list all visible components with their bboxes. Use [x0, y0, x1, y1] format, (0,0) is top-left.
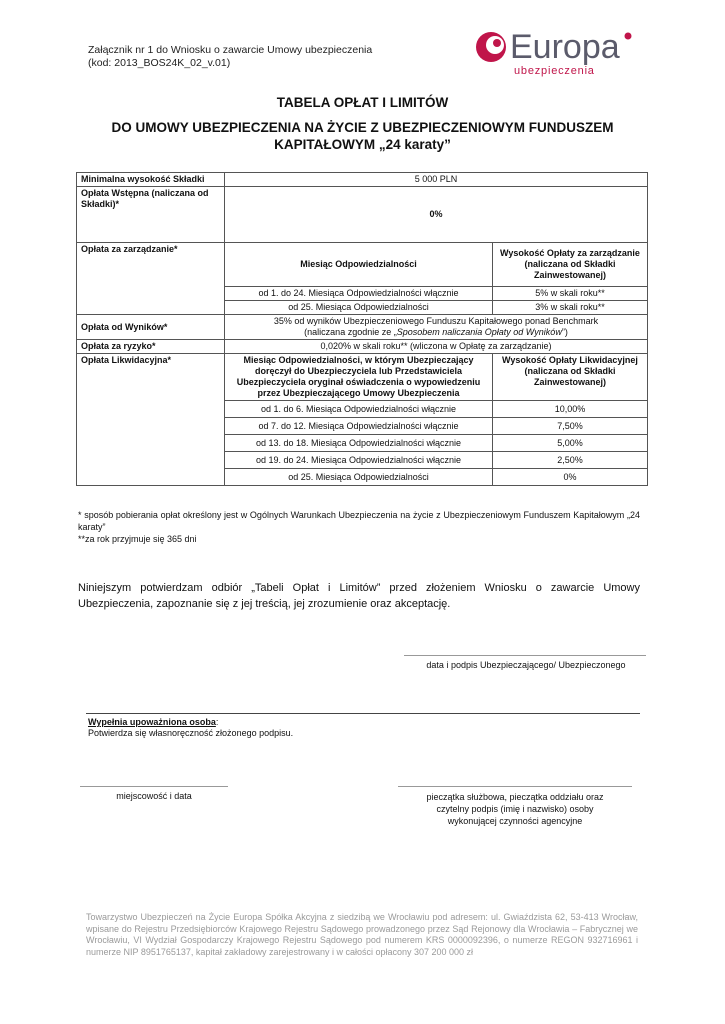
authorized-heading: Wypełnia upoważniona osoba [88, 717, 216, 727]
logo-wordmark: Europa [510, 28, 620, 66]
logo-subtitle: ubezpieczenia [514, 65, 595, 77]
liquidation-period: od 13. do 18. Miesiąca Odpowiedzialności włącznie [225, 435, 493, 452]
liquidation-value: 10,00% [493, 401, 648, 418]
table-row [77, 315, 648, 340]
place-date-caption: miejscowość i data [116, 791, 192, 801]
management-value: 3% w skali roku** [493, 301, 648, 315]
management-period-header: Miesiąc Odpowiedzialności [225, 243, 493, 287]
initial-fee-value: 0% [225, 187, 648, 243]
performance-fee-line2 [229, 327, 643, 338]
footnote-1: * sposób pobierania opłat określony jest w Ogólnych Warunkach Ubezpieczenia na życie z Ubezpieczeniowym Funduszem Kapitałowym „24 karaty” [78, 510, 640, 532]
performance-method-reference: Sposobem naliczania Opłaty od Wyników [396, 327, 562, 337]
min-premium-label: Minimalna wysokość Składki [77, 173, 225, 187]
liquidation-value: 7,50% [493, 418, 648, 435]
liquidation-period-header: Miesiąc Odpowiedzialności, w którym Ubezpieczający doręczył do Ubezpieczyciela lub Przedstawiciela Ubezpieczyciela oryginał oświadczenia o wypowiedzeniu przez Ubezpieczającego Umowy Ubezpieczenia [225, 354, 493, 401]
table-row [77, 173, 648, 187]
risk-fee-label: Opłata za ryzyko* [77, 340, 225, 354]
liquidation-period: od 1. do 6. Miesiąca Odpowiedzialności włącznie [225, 401, 493, 418]
performance-fee-suffix: ”) [561, 327, 568, 337]
document-header [88, 44, 372, 70]
management-value-header: Wysokość Opłaty za zarządzanie (naliczana od Składki Zainwestowanej) [493, 243, 648, 287]
page-title: TABELA OPŁAT I LIMITÓW [276, 95, 449, 110]
liquidation-value-header: Wysokość Opłaty Likwidacyjnej (naliczana od Składki Zainwestowanej) [493, 354, 648, 401]
table-row [77, 187, 648, 243]
stamp-line [398, 786, 632, 787]
authorized-heading-line [88, 717, 293, 728]
liquidation-value: 5,00% [493, 435, 648, 452]
page-subtitle: DO UMOWY UBEZPIECZENIA NA ŻYCIE Z UBEZPIECZENIOWYM FUNDUSZEM KAPITAŁOWYM „24 karaty” [111, 120, 614, 152]
europa-logo [474, 26, 644, 80]
stamp-caption [398, 791, 632, 827]
initial-fee-label: Opłata Wstępna (naliczana od Składki)* [77, 187, 225, 243]
performance-fee-prefix: (naliczana zgodnie ze „ [304, 327, 397, 337]
liquidation-value: 2,50% [493, 452, 648, 469]
footnotes [78, 509, 640, 545]
performance-fee-line1: 35% od wyników Ubezpieczeniowego Funduszu Kapitałowego ponad Benchmark [273, 316, 599, 326]
management-period: od 25. Miesiąca Odpowiedzialności [225, 301, 493, 315]
logo-dot-icon [624, 32, 632, 40]
liquidation-value: 0% [493, 469, 648, 486]
table-row [77, 243, 648, 287]
performance-fee-label: Opłata od Wyników* [77, 315, 225, 340]
table-row [77, 340, 648, 354]
management-period: od 1. do 24. Miesiąca Odpowiedzialności włącznie [225, 287, 493, 301]
document-code: (kod: 2013_BOS24K_02_v.01) [88, 57, 231, 69]
liquidation-period: od 19. do 24. Miesiąca Odpowiedzialności włącznie [225, 452, 493, 469]
stamp-caption-line: czytelny podpis (imię i nazwisko) osoby [436, 804, 594, 814]
liquidation-period: od 25. Miesiąca Odpowiedzialności [225, 469, 493, 486]
authorized-text: Potwierdza się własnoręczność złożonego podpisu. [88, 728, 294, 738]
europa-swirl-icon [474, 30, 508, 64]
place-date-line [80, 786, 228, 787]
signature-line [404, 655, 646, 656]
footnote-2: **za rok przyjmuje się 365 dni [78, 534, 197, 544]
section-divider [86, 713, 640, 714]
stamp-caption-line: pieczątka służbowa, pieczątka oddziału oraz [426, 792, 604, 802]
fees-table [76, 172, 648, 486]
confirmation-statement: Niniejszym potwierdzam odbiór „Tabeli Opłat i Limitów” przed złożeniem Wniosku o zawarcie Umowy Ubezpieczenia, zapoznanie się z jej treścią, jej zrozumienie oraz akceptację. [78, 582, 640, 610]
min-premium-value: 5 000 PLN [225, 173, 648, 187]
table-row [77, 354, 648, 401]
management-fee-label: Opłata za zarządzanie* [77, 243, 225, 315]
risk-fee-value: 0,020% w skali roku** (wliczona w Opłatę za zarządzanie) [225, 340, 648, 354]
liquidation-fee-label: Opłata Likwidacyjna* [77, 354, 225, 486]
company-footer: Towarzystwo Ubezpieczeń na Życie Europa Spółka Akcyjna z siedzibą we Wrocławiu pod adresem: ul. Gwiaździsta 62, 53-413 Wrocław, wpisane do Rejestru Przedsiębiorców Krajowego Rejestru Sądowego prowadzonego przez Sąd Rejonowy dla Wrocławia – Fabrycznej we Wrocławiu, VI Wydział Gospodarczy Krajowego Rejestru Sądowego pod numerem KRS 0000092396, o numerze REGON 932716961 i numerze NIP 8951765137, kapitał zakładowy zarejestrowany i w całości opłacony 307 200 000 zł [86, 912, 638, 957]
stamp-caption-line: wykonującej czynności agencyjne [447, 816, 583, 826]
management-value: 5% w skali roku** [493, 287, 648, 301]
authorized-section [88, 717, 293, 739]
liquidation-period: od 7. do 12. Miesiąca Odpowiedzialności włącznie [225, 418, 493, 435]
signature-caption: data i podpis Ubezpieczającego/ Ubezpieczonego [426, 660, 626, 670]
performance-fee-value [225, 315, 648, 340]
attachment-reference: Załącznik nr 1 do Wniosku o zawarcie Umowy ubezpieczenia [88, 44, 373, 56]
authorized-heading-colon: : [215, 717, 219, 727]
